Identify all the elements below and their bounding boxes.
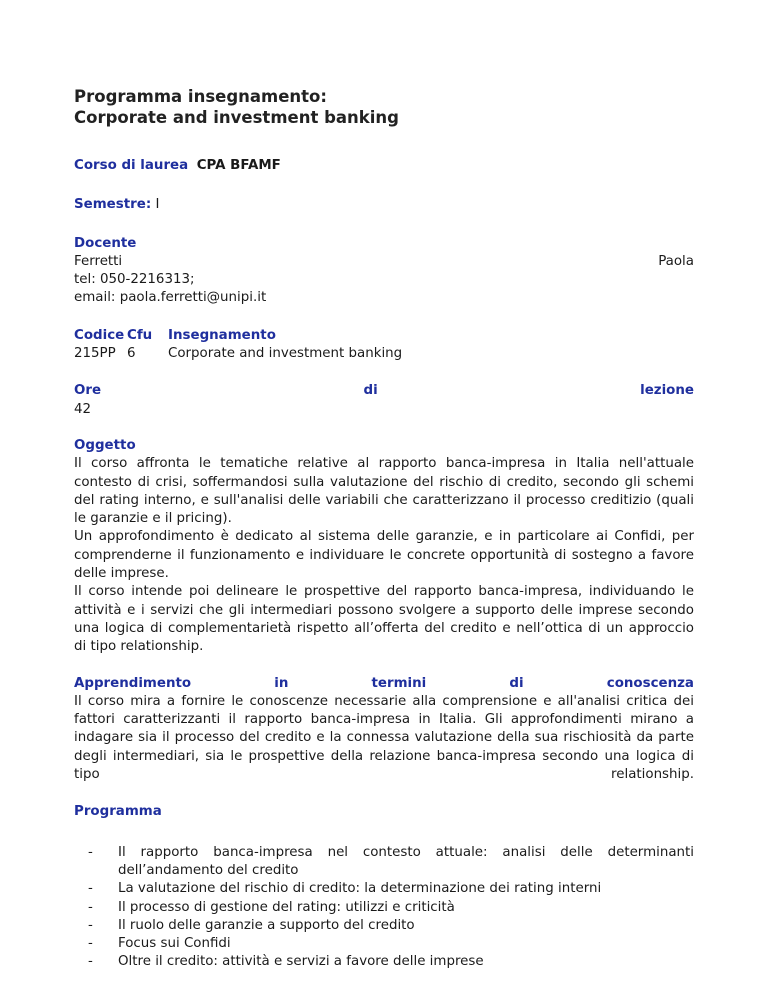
apprendimento-heading-word: di <box>509 675 524 691</box>
dash-bullet: - <box>88 844 93 860</box>
docente-label: Docente <box>74 235 137 251</box>
list-item <box>74 880 694 898</box>
semestre-value: I <box>155 197 160 213</box>
oggetto-paragraph: Il corso intende poi delineare le prospettive del rapporto banca-impresa, individuando le attività e i servizi che gli intermediari possono svolgere a supporto delle imprese secondo una logica di complementarietà rispetto all’offerta del credito e nell’ottica di un approccio di tipo relationship. <box>74 584 694 655</box>
oggetto-section <box>74 437 694 657</box>
apprendimento-heading-word: termini <box>371 675 427 691</box>
semestre-label: Semestre: <box>74 197 152 213</box>
list-item <box>74 953 694 971</box>
apprendimento-heading <box>74 675 694 693</box>
list-item-text: Il processo di gestione del rating: utilizzi e criticità <box>118 899 455 915</box>
semestre-row <box>74 196 694 214</box>
list-item <box>74 917 694 935</box>
apprendimento-last-word-right: relationship. <box>611 767 694 783</box>
apprendimento-section <box>74 675 694 785</box>
table-header-codice: Codice <box>74 327 125 343</box>
title-line-1: Programma insegnamento: <box>74 87 327 106</box>
insegnamento-table <box>74 327 694 364</box>
list-item-text: Oltre il credito: attività e servizi a favore delle imprese <box>118 954 484 970</box>
list-item-text: Il ruolo delle garanzie a supporto del credito <box>118 917 415 933</box>
oggetto-paragraph: Un approfondimento è dedicato al sistema delle garanzie, e in particolare ai Confidi, per comprenderne il funzionamento e individuare le concrete opportunità di sostegno a favore delle imprese. <box>74 529 694 582</box>
ore-heading-word-1: Ore <box>74 383 102 399</box>
table-header-insegnamento: Insegnamento <box>168 327 276 343</box>
list-item <box>74 899 694 917</box>
list-item-text: La valutazione del rischio di credito: la determinazione dei rating interni <box>118 881 602 897</box>
page-title <box>74 86 694 128</box>
table-cell-insegnamento: Corporate and investment banking <box>168 346 403 362</box>
table-header-cfu: Cfu <box>127 327 153 343</box>
corso-di-laurea-label: Corso di laurea <box>74 158 189 173</box>
dash-bullet: - <box>88 954 93 970</box>
table-cell-codice: 215PP <box>74 346 116 362</box>
docente-surname: Ferretti <box>74 253 123 269</box>
apprendimento-last-line <box>74 766 694 784</box>
docente-email: email: paola.ferretti@unipi.it <box>74 290 267 306</box>
corso-di-laurea-row <box>74 157 694 175</box>
table-cell-cfu: 6 <box>127 346 136 362</box>
dash-bullet: - <box>88 899 93 915</box>
dash-bullet: - <box>88 936 93 952</box>
programma-label: Programma <box>74 804 162 820</box>
docente-section <box>74 235 694 308</box>
list-item <box>74 844 694 881</box>
list-item-text: Focus sui Confidi <box>118 936 231 952</box>
dash-bullet: - <box>88 917 93 933</box>
docente-name: Paola <box>658 253 694 269</box>
ore-heading <box>74 382 694 400</box>
apprendimento-last-word-left: tipo <box>74 767 100 783</box>
programma-section <box>74 803 694 971</box>
apprendimento-heading-word: conoscenza <box>606 675 694 691</box>
ore-heading-word-3: lezione <box>640 383 694 399</box>
corso-di-laurea-value: CPA BFAMF <box>196 158 281 173</box>
list-item-text: Il rapporto banca-impresa nel contesto attuale: analisi delle determinanti dell’andamento del credito <box>118 844 694 878</box>
apprendimento-text: Il corso mira a fornire le conoscenze necessarie alla comprensione e all'analisi critica dei fattori caratterizzanti il rapporto banca-impresa in Italia. Gli approfondimenti mirano a indagare sia il processo del credito e la connessa valutazione della sua rischiosità da parte degli intermediari, sia le prospettive della relazione banca-impresa secondo una logica di <box>74 693 694 764</box>
dash-bullet: - <box>88 881 93 897</box>
docente-tel: tel: 050-2216313; <box>74 272 195 288</box>
oggetto-label: Oggetto <box>74 437 136 453</box>
ore-section <box>74 382 694 419</box>
ore-value: 42 <box>74 401 92 417</box>
oggetto-paragraph: Il corso affronta le tematiche relative al rapporto banca-impresa in Italia nell'attuale contesto di crisi, soffermandosi sulla valutazione del rischio di credito, secondo gli schemi del rating interno, e sull'analisi delle variabili che caratterizzano il processo creditizio (quali le garanzie e il pricing). <box>74 456 694 527</box>
ore-heading-word-2: di <box>363 383 378 399</box>
docente-name-line <box>74 253 694 271</box>
apprendimento-heading-word: Apprendimento <box>74 675 192 691</box>
title-line-2: Corporate and investment banking <box>74 108 399 127</box>
apprendimento-heading-word: in <box>274 675 289 691</box>
programma-list <box>74 844 694 972</box>
list-item <box>74 935 694 953</box>
document-page <box>74 86 694 972</box>
